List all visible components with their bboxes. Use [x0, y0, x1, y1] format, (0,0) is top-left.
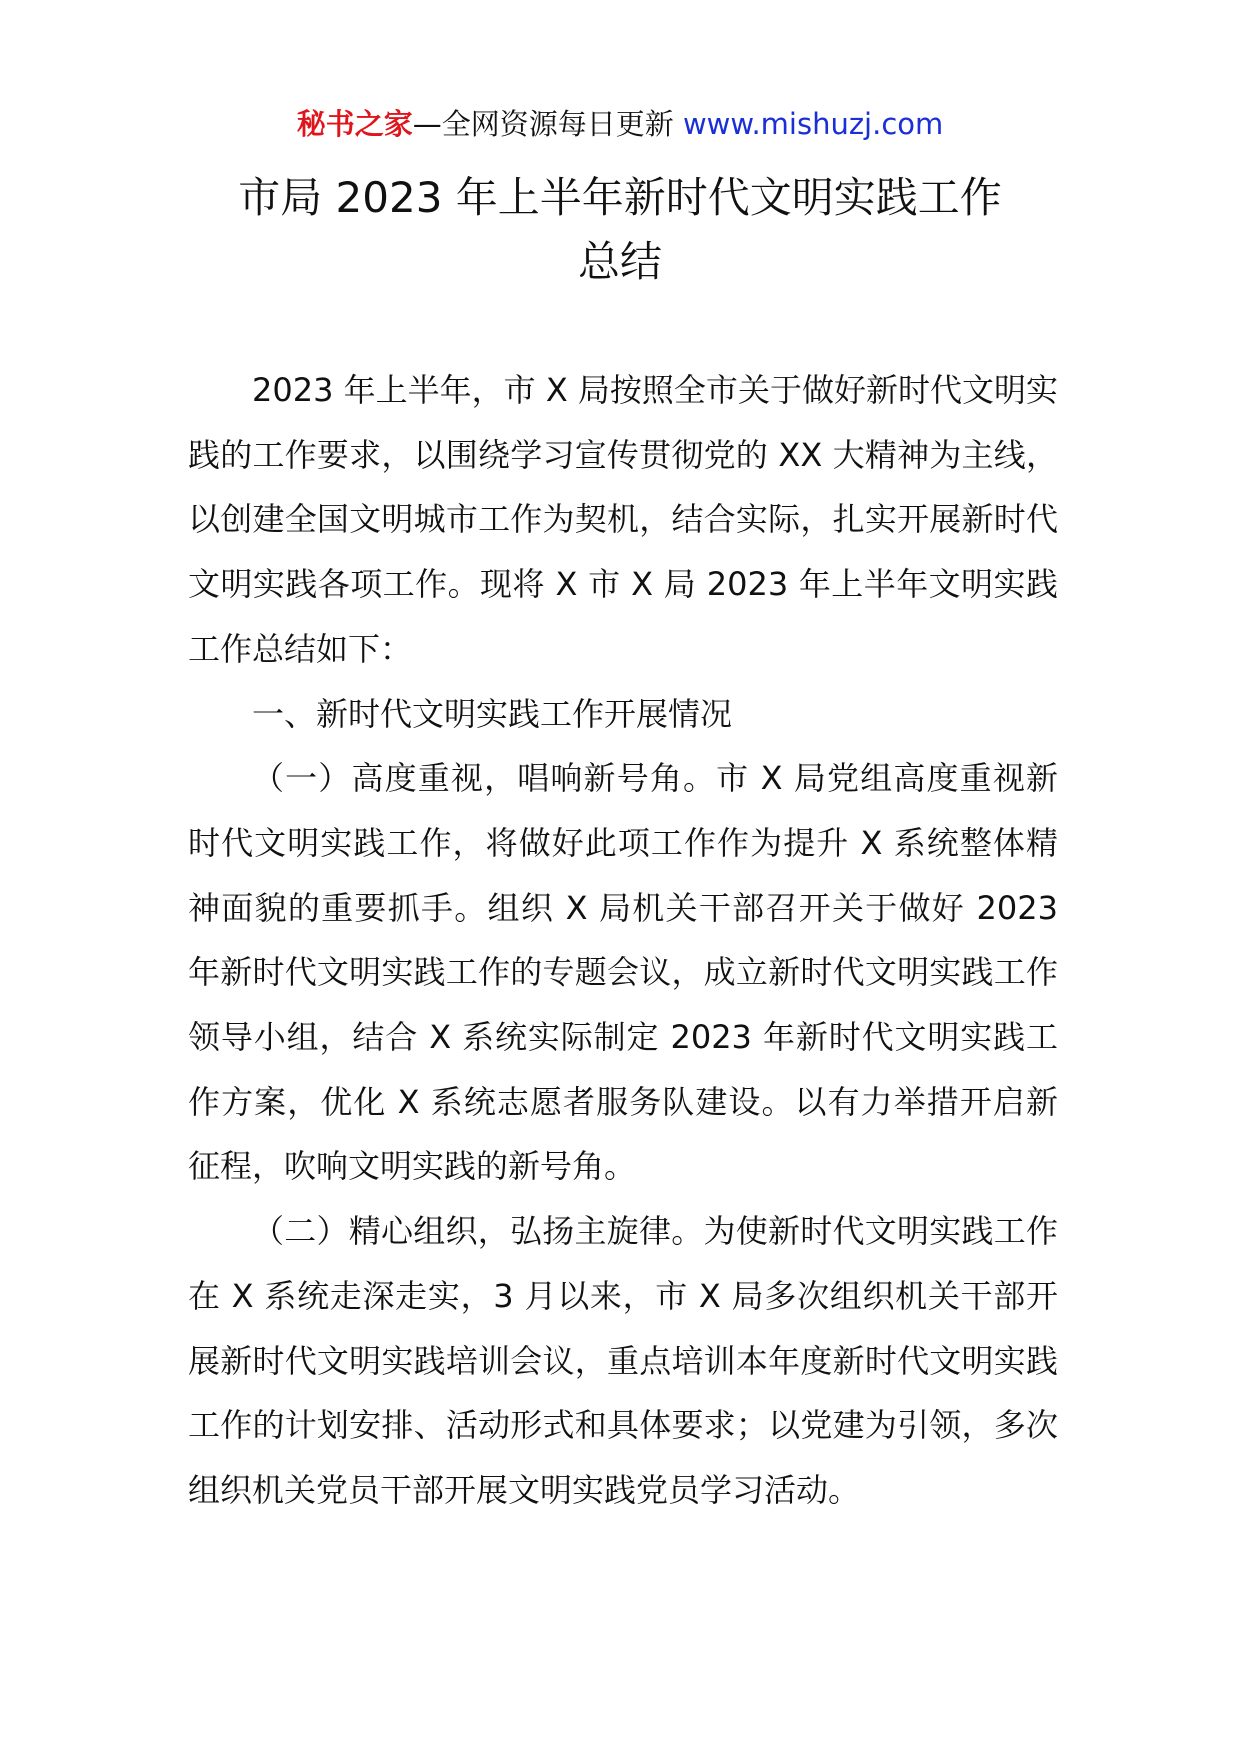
body-paragraph: （二）精心组织，弘扬主旋律。为使新时代文明实践工作在 X 系统走深走实，3 月以来，市 X 局多次组织机关干部开展新时代文明实践培训会议，重点培训本年度新时代文明实践工作的计划安排、活动形式和具体要求；以党建为引领，多次组织机关党员干部开展文明实践党员学习活动。 [188, 1212, 1058, 1509]
title-line-2: 总结 [577, 237, 662, 286]
website-link[interactable]: www.mishuzj.com [682, 107, 944, 141]
intro-paragraph: 2023 年上半年，市 X 局按照全市关于做好新时代文明实践的工作要求，以围绕学习宣传贯彻党的 XX 大精神为主线，以创建全国文明城市工作为契机，结合实际，扎实开展新时代文明实践各项工作。现将 X 市 X 局 2023 年上半年文明实践工作总结如下： [188, 371, 1058, 668]
document-body [188, 358, 1058, 1523]
source-banner [0, 104, 1240, 144]
document-title [150, 166, 1090, 294]
section-heading: 一、新时代文明实践工作开展情况 [252, 694, 733, 733]
title-line-1: 市局 2023 年上半年新时代文明实践工作 [238, 173, 1002, 222]
brand-name: 秘书之家 [296, 107, 413, 141]
body-paragraph: （一）高度重视，唱响新号角。市 X 局党组高度重视新时代文明实践工作，将做好此项工作作为提升 X 系统整体精神面貌的重要抓手。组织 X 局机关干部召开关于做好 2023 年新时代文明实践工作的专题会议，成立新时代文明实践工作领导小组，结合 X 系统实际制定 2023 年新时代文明实践工作方案，优化 X 系统志愿者服务队建设。以有力举措开启新征程，吹响文明实践的新号角。 [188, 759, 1058, 1186]
banner-slogan: —全网资源每日更新 [412, 107, 683, 141]
